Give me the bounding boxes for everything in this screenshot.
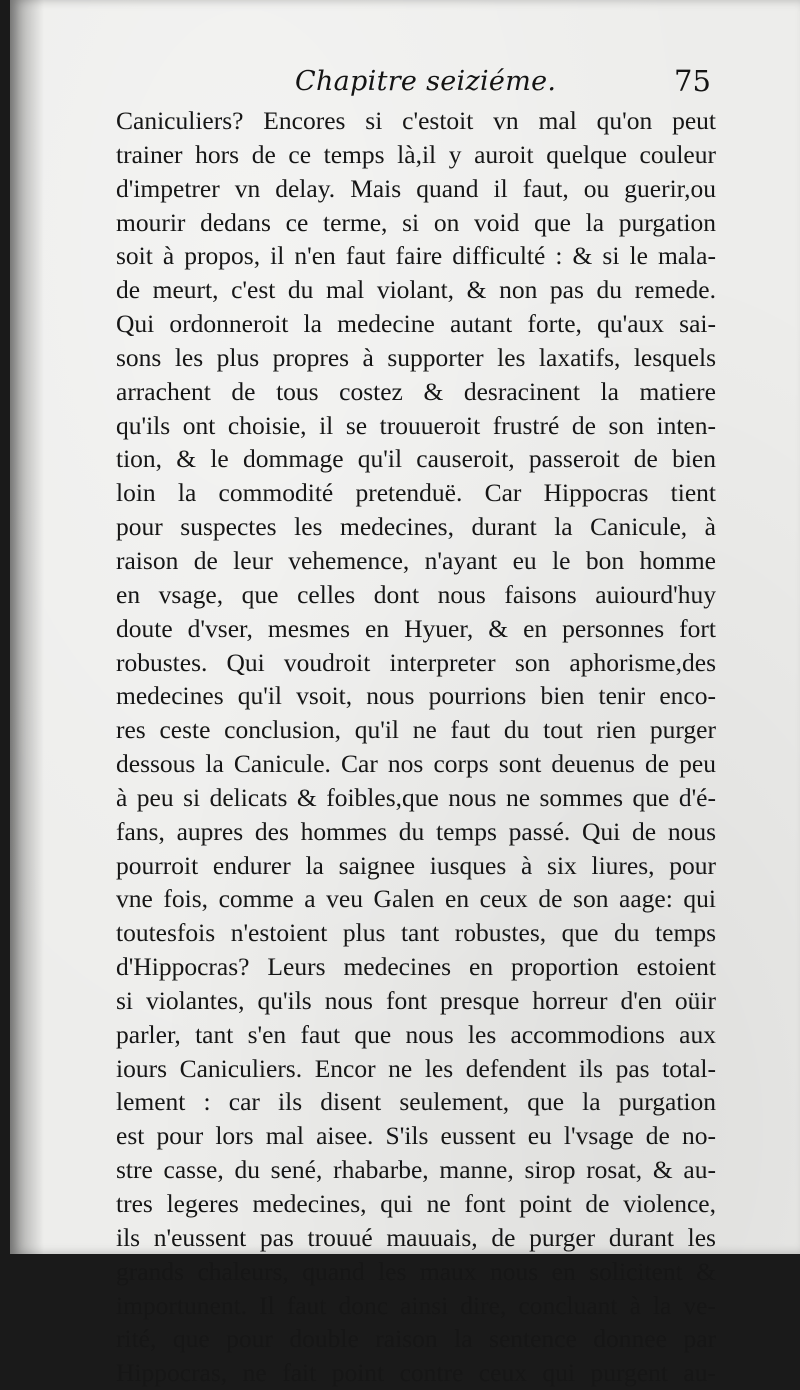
text-line: trainer hors de ce temps là,il y auroit quelque couleur (116, 139, 716, 169)
text-line: vne fois, comme a veu Galen en ceux de son aage: qui (116, 884, 716, 914)
text-line: de meurt, c'est du mal violant, & non pas du remede. (116, 275, 716, 305)
text-line: dessous la Canicule. Car nos corps sont deuenus de peu (116, 749, 716, 779)
text-line: sons les plus propres à supporter les laxatifs, lesquels (116, 342, 716, 372)
text-line: medecines qu'il vsoit, nous pourrions bien tenir enco- (116, 681, 716, 711)
text-line: stre casse, du sené, rhabarbe, manne, sirop rosat, & au- (116, 1155, 716, 1185)
text-line: toutesfois n'estoient plus tant robustes, que du temps (116, 918, 716, 948)
text-line: tres legeres medecines, qui ne font point de violence, (116, 1189, 716, 1218)
text-line: res ceste conclusion, qu'il ne faut du tout rien purger (116, 715, 716, 745)
text-line: Qui ordonneroit la medecine autant forte, qu'aux sai- (116, 309, 716, 339)
text-line: qu'ils ont choisie, il se trouueroit frustré de son inten- (116, 410, 716, 440)
text-line: fans, aupres des hommes du temps passé. Qui de nous (116, 816, 716, 846)
text-line: Hippocras, ne fait point contre ceux qui purgent au- (116, 1358, 716, 1388)
text-line: ils n'eussent pas trouué mauuais, de purger durant les (116, 1222, 716, 1252)
text-line: iours Caniculiers. Encor ne les defendent ils pas total- (116, 1053, 716, 1083)
text-line: robustes. Qui voudroit interpreter son aphorisme,des (116, 647, 716, 677)
text-line: mourir dedans ce terme, si on void que la purgation (116, 207, 716, 237)
text-line: parler, tant s'en faut que nous les accommodions aux (116, 1019, 716, 1049)
book-page (10, 0, 800, 1388)
text-line: d'impetrer vn delay. Mais quand il faut, ou guerir,ou (116, 173, 716, 203)
text-line: grands chaleurs, quand les maux nous en solicitent & (116, 1256, 716, 1286)
text-line: doute d'vser, mesmes en Hyuer, & en personnes fort (116, 613, 716, 643)
text-line: tion, & le dommage qu'il causeroit, passeroit de bien (116, 444, 716, 474)
text-line: rité, que pour double raison la sentence donnee par (116, 1324, 716, 1354)
running-head: Chapitre seiziéme. (295, 66, 557, 97)
body-text (116, 104, 716, 1390)
text-line: lement : car ils disent seulement, que la purgation (116, 1087, 716, 1117)
text-line: à peu si delicats & foibles,que nous ne sommes que d'é- (116, 782, 716, 812)
text-line: d'Hippocras? Leurs medecines en proportion estoient (116, 952, 716, 982)
text-line: raison de leur vehemence, n'ayant eu le bon homme (116, 545, 716, 575)
text-line: Caniculiers? Encores si c'estoit vn mal qu'on peut (116, 106, 716, 135)
page-number: 75 (674, 64, 711, 98)
text-line: importunent. Il faut donc ainsi dire, concluant à la ve- (116, 1290, 716, 1320)
text-line: arrachent de tous costez & desracinent la matiere (116, 376, 716, 406)
text-line: pour suspectes les medecines, durant la Canicule, à (116, 512, 716, 542)
text-line: loin la commodité pretenduë. Car Hippocras tient (116, 478, 716, 508)
text-line: si violantes, qu'ils nous font presque horreur d'en oüir (116, 985, 716, 1015)
spine-shadow (10, 0, 44, 1254)
text-line: en vsage, que celles dont nous faisons auiourd'huy (116, 579, 716, 609)
text-line: pourroit endurer la saignee iusques à six liures, pour (116, 850, 716, 880)
text-line: est pour lors mal aisee. S'ils eussent eu l'vsage de no- (116, 1121, 716, 1151)
text-line: soit à propos, il n'en faut faire difficulté : & si le mala- (116, 241, 716, 271)
